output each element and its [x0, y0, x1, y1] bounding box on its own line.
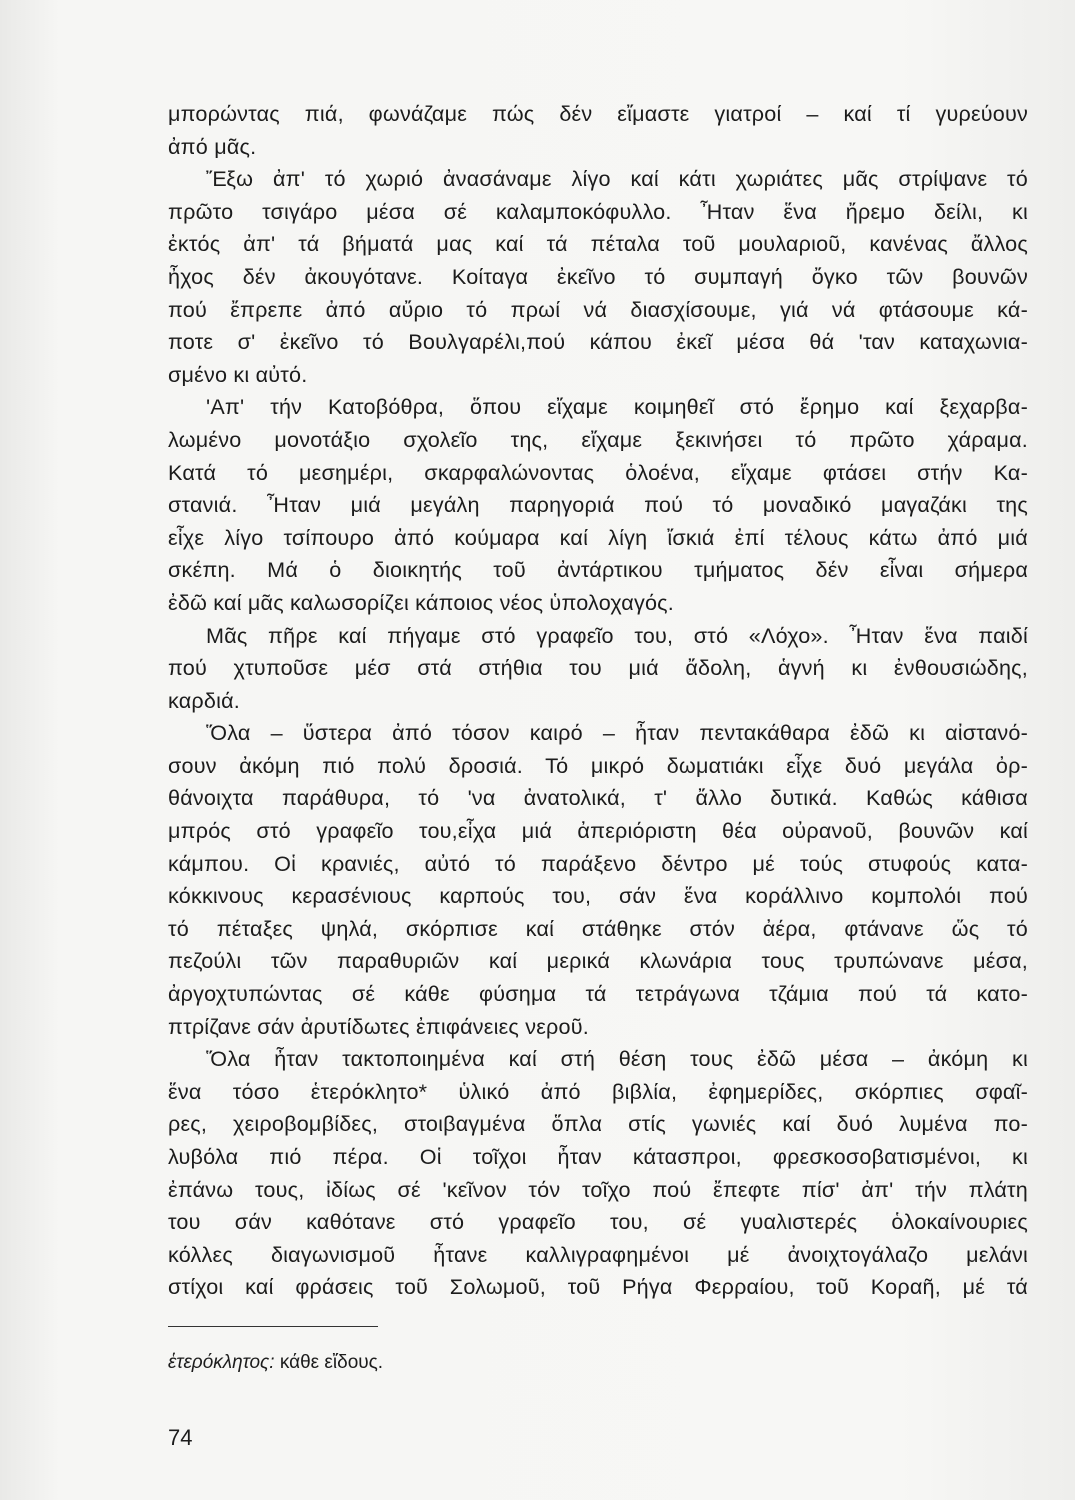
text-line: κάμπου. Οἱ κρανιές, αὐτό τό παράξενο δέντρο μέ τούς στυφούς κατα-: [168, 850, 1028, 876]
text-line: σκέπη. Μά ὁ διοικητής τοῦ ἀντάρτικου τμήματος δέν εἶναι σήμερα: [168, 557, 1028, 583]
text-line: ποτε σ' ἐκεῖνο τό Βουλγαρέλι,πού κάπου ἐκεῖ μέσα θά 'ταν καταχωνια-: [168, 329, 1028, 355]
text-line: ἐκτός ἀπ' τά βήματά μας καί τά πέταλα τοῦ μουλαριοῦ, κανένας ἄλλος: [168, 231, 1028, 257]
text-line: θάνοιχτα παράθυρα, τό 'να ἀνατολικά, τ' ἄλλο δυτικά. Καθώς κάθισα: [168, 785, 1028, 811]
text-line: σμένο κι αὐτό.: [168, 361, 308, 387]
footnote-term: ἑτερόκλητος:: [168, 1352, 275, 1373]
text-line: τό πέταξες ψηλά, σκόρπισε καί στάθηκε στόν ἀέρα, φτάνανε ὥς τό: [168, 915, 1028, 941]
text-line: του σάν καθότανε στό γραφεῖο του, σέ γυαλιστερές ὁλοκαίνουριες: [168, 1209, 1028, 1235]
text-line: ἦχος δέν ἀκουγότανε. Κοίταγα ἐκεῖνο τό συμπαγή ὄγκο τῶν βουνῶν: [168, 263, 1028, 289]
text-line: στανιά. Ἦταν μιά μεγάλη παρηγοριά πού τό μοναδικό μαγαζάκι της: [168, 492, 1028, 518]
text-line: ἀπό μᾶς.: [168, 133, 257, 159]
text-line: ἀργοχτυπώντας σέ κάθε φύσημα τά τετράγωνα τζάμια πού τά κατο-: [168, 981, 1028, 1007]
text-line: λυβόλα πιό πέρα. Οἱ τοῖχοι ἦταν κάτασπροι, φρεσκοσοβατισμένοι, κι: [168, 1144, 1028, 1169]
text-line: ἐδῶ καί μᾶς καλωσορίζει κάποιος νέος ὑπολοχαγός.: [168, 589, 674, 615]
text-line: σουν ἀκόμη πιό πολύ δροσιά. Τό μικρό δωματιάκι εἶχε δυό μεγάλα ὀρ-: [168, 752, 1028, 778]
paragraph: [168, 391, 1028, 619]
text-line: λωμένο μονοτάξιο σχολεῖο της, εἴχαμε ξεκινήσει τό πρῶτο χάραμα.: [168, 426, 1028, 452]
text-line: Μᾶς πῆρε καί πήγαμε στό γραφεῖο του, στό «Λόχο». Ἦταν ἕνα παιδί: [206, 622, 1028, 648]
page-number: 74: [168, 1425, 193, 1450]
footnote: [168, 1350, 383, 1376]
body-text: [168, 98, 1028, 1304]
text-line: κόλλες διαγωνισμοῦ ἦτανε καλλιγραφημένοι μέ ἀνοιχτογάλαζο μελάνι: [168, 1241, 1028, 1267]
footnote-definition: κάθε εἴδους.: [279, 1352, 384, 1373]
text-line: ἐπάνω τους, ἰδίως σέ 'κεῖνον τόν τοῖχο πού ἔπεφτε πίσ' ἀπ' τήν πλάτη: [168, 1176, 1028, 1202]
text-line: μπορώντας πιά, φωνάζαμε πώς δέν εἴμαστε γιατροί – καί τί γυρεύουν: [168, 101, 1028, 126]
paragraph: [168, 163, 1028, 391]
text-line: κόκκινους κερασένιους καρπούς του, σάν ἕνα κοράλλινο κομπολόι πού: [168, 883, 1028, 909]
text-line: ἕνα τόσο ἑτερόκλητο* ὑλικό ἀπό βιβλία, ἐφημερίδες, σκόρπιες σφαῖ-: [168, 1078, 1028, 1104]
text-line: πτρίζανε σάν ἀρυτίδωτες ἐπιφάνειες νεροῦ.: [168, 1013, 589, 1039]
text-line: Ὅλα – ὕστερα ἀπό τόσον καιρό – ἦταν πεντακάθαρα ἐδῶ κι αἰστανό-: [206, 720, 1028, 746]
paragraph: [168, 98, 1028, 163]
text-line: εἶχε λίγο τσίπουρο ἀπό κούμαρα καί λίγη ἴσκιά ἐπί τέλους κάτω ἀπό μιά: [168, 524, 1028, 550]
text-line: πεζούλι τῶν παραθυριῶν καί μερικά κλωνάρια τους τρυπώνανε μέσα,: [168, 948, 1028, 974]
text-line: πού χτυποῦσε μέσ στά στήθια του μιά ἄδολη, ἁγνή κι ἐνθουσιώδης,: [168, 655, 1028, 681]
text-line: στίχοι καί φράσεις τοῦ Σολωμοῦ, τοῦ Ρήγα Φερραίου, τοῦ Κοραῆ, μέ τά: [168, 1274, 1028, 1300]
text-line: πρῶτο τσιγάρο μέσα σέ καλαμποκόφυλλο. Ἦταν ἕνα ἤρεμο δείλι, κι: [168, 198, 1028, 224]
text-line: ρες, χειροβομβίδες, στοιβαγμένα ὅπλα στίς γωνιές καί δυό λυμένα πο-: [168, 1111, 1028, 1137]
text-line: Ὅλα ἦταν τακτοποιημένα καί στή θέση τους ἐδῶ μέσα – ἀκόμη κι: [206, 1046, 1028, 1072]
text-line: πού ἔπρεπε ἀπό αὔριο τό πρωί νά διασχίσουμε, γιά νά φτάσουμε κά-: [168, 296, 1028, 322]
text-line: 'Απ' τήν Κατοβόθρα, ὅπου εἴχαμε κοιμηθεῖ στό ἔρημο καί ξεχαρβα-: [206, 394, 1028, 420]
footnote-divider: [168, 1326, 378, 1327]
text-line: μπρός στό γραφεῖο του,εἶχα μιά ἀπεριόριστη θέα οὐρανοῦ, βουνῶν καί: [168, 818, 1028, 844]
paragraph: [168, 717, 1028, 1043]
text-line: Κατά τό μεσημέρι, σκαρφαλώνοντας ὁλοένα, εἴχαμε φτάσει στήν Κα-: [168, 459, 1028, 485]
text-line: Ἔξω ἀπ' τό χωριό ἀνασάναμε λίγο καί κάτι χωριάτες μᾶς στρίψανε τό: [206, 166, 1028, 192]
paragraph: [168, 620, 1028, 718]
text-line: καρδιά.: [168, 687, 241, 713]
paragraph: [168, 1043, 1028, 1304]
